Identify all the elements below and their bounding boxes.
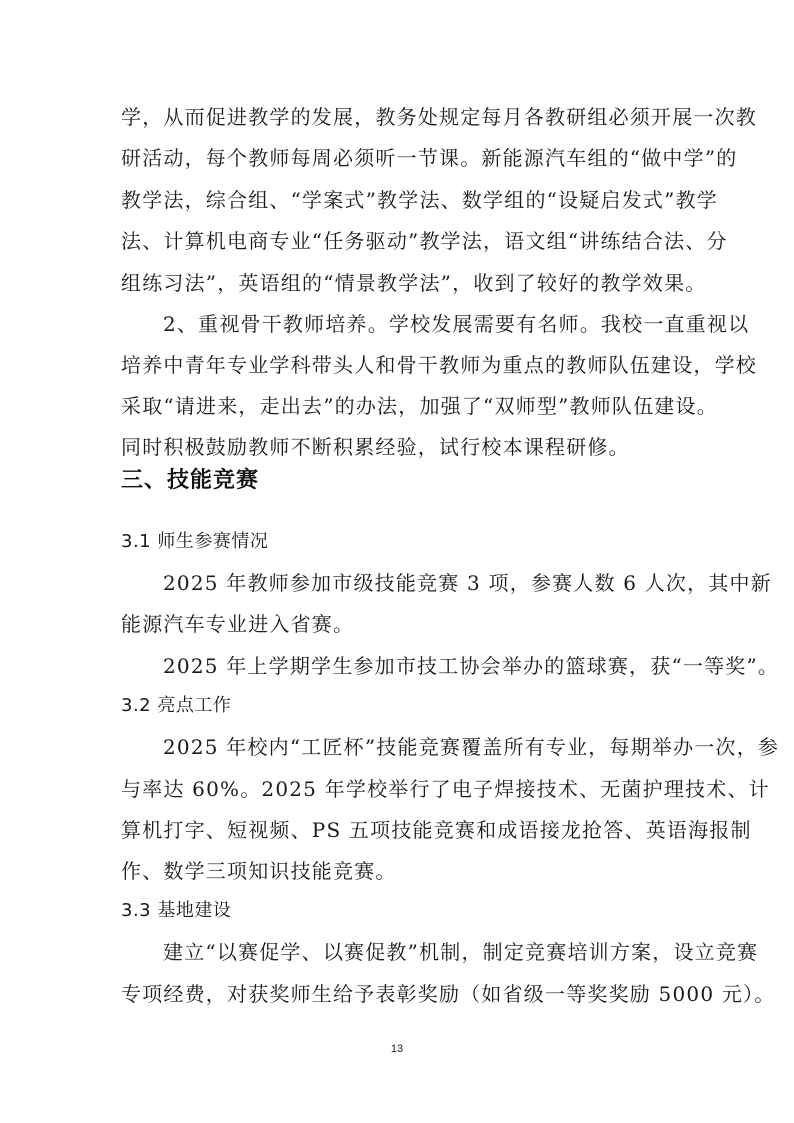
text-line: 采取“请进来，走出去”的办法，加强了“双师型”教师队伍建设。: [121, 394, 718, 418]
text-line: 法、计算机电商专业“任务驱动”教学法，语文组“讲练结合法、分: [121, 229, 728, 253]
text-line: 2025 年教师参加市级技能竞赛 3 项，参赛人数 6 人次，其中新: [163, 571, 772, 595]
text-line: 同时积极鼓励教师不断积累经验，试行校本课程研修。: [121, 435, 630, 459]
subsection-heading-3-2: 3.2 亮点工作: [121, 695, 232, 716]
text-line: 算机打字、短视频、PS 五项技能竞赛和成语接龙抢答、英语海报制: [121, 818, 752, 842]
section-heading: 三、技能竞赛: [121, 468, 260, 493]
subsection-heading-3-1: 3.1 师生参赛情况: [121, 531, 269, 552]
text-line: 2025 年校内“工匠杯”技能竞赛覆盖所有专业，每期举办一次，参: [163, 735, 780, 759]
page-number: 13: [390, 1043, 404, 1055]
subsection-heading-3-3: 3.3 基地建设: [121, 900, 232, 921]
text-line: 研活动，每个教师每周必须听一节课。新能源汽车组的“做中学”的: [121, 146, 738, 170]
text-line: 与率达 60%。2025 年学校举行了电子焊接技术、无菌护理技术、计: [121, 777, 770, 801]
text-line: 培养中青年专业学科带头人和骨干教师为重点的教师队伍建设，学校: [121, 353, 757, 377]
text-line: 作、数学三项知识技能竞赛。: [121, 859, 397, 883]
text-line: 建立“以赛促学、以赛促教”机制，制定竞赛培训方案，设立竞赛: [163, 940, 759, 964]
text-line: 2、重视骨干教师培养。学校发展需要有名师。我校一直重视以: [163, 312, 750, 336]
text-line: 组练习法”，英语组的“情景教学法”，收到了较好的教学效果。: [121, 271, 707, 295]
text-line: 专项经费，对获奖师生给予表彰奖励（如省级一等奖奖励 5000 元）。: [121, 982, 776, 1006]
text-line: 教学法，综合组、“学案式”教学法、数学组的“设疑启发式”教学: [121, 188, 718, 212]
text-line: 学，从而促进教学的发展，教务处规定每月各教研组必须开展一次教: [121, 105, 757, 129]
text-line: 2025 年上学期学生参加市技工协会举办的篮球赛，获“一等奖”。: [163, 654, 780, 678]
text-line: 能源汽车专业进入省赛。: [121, 612, 355, 636]
